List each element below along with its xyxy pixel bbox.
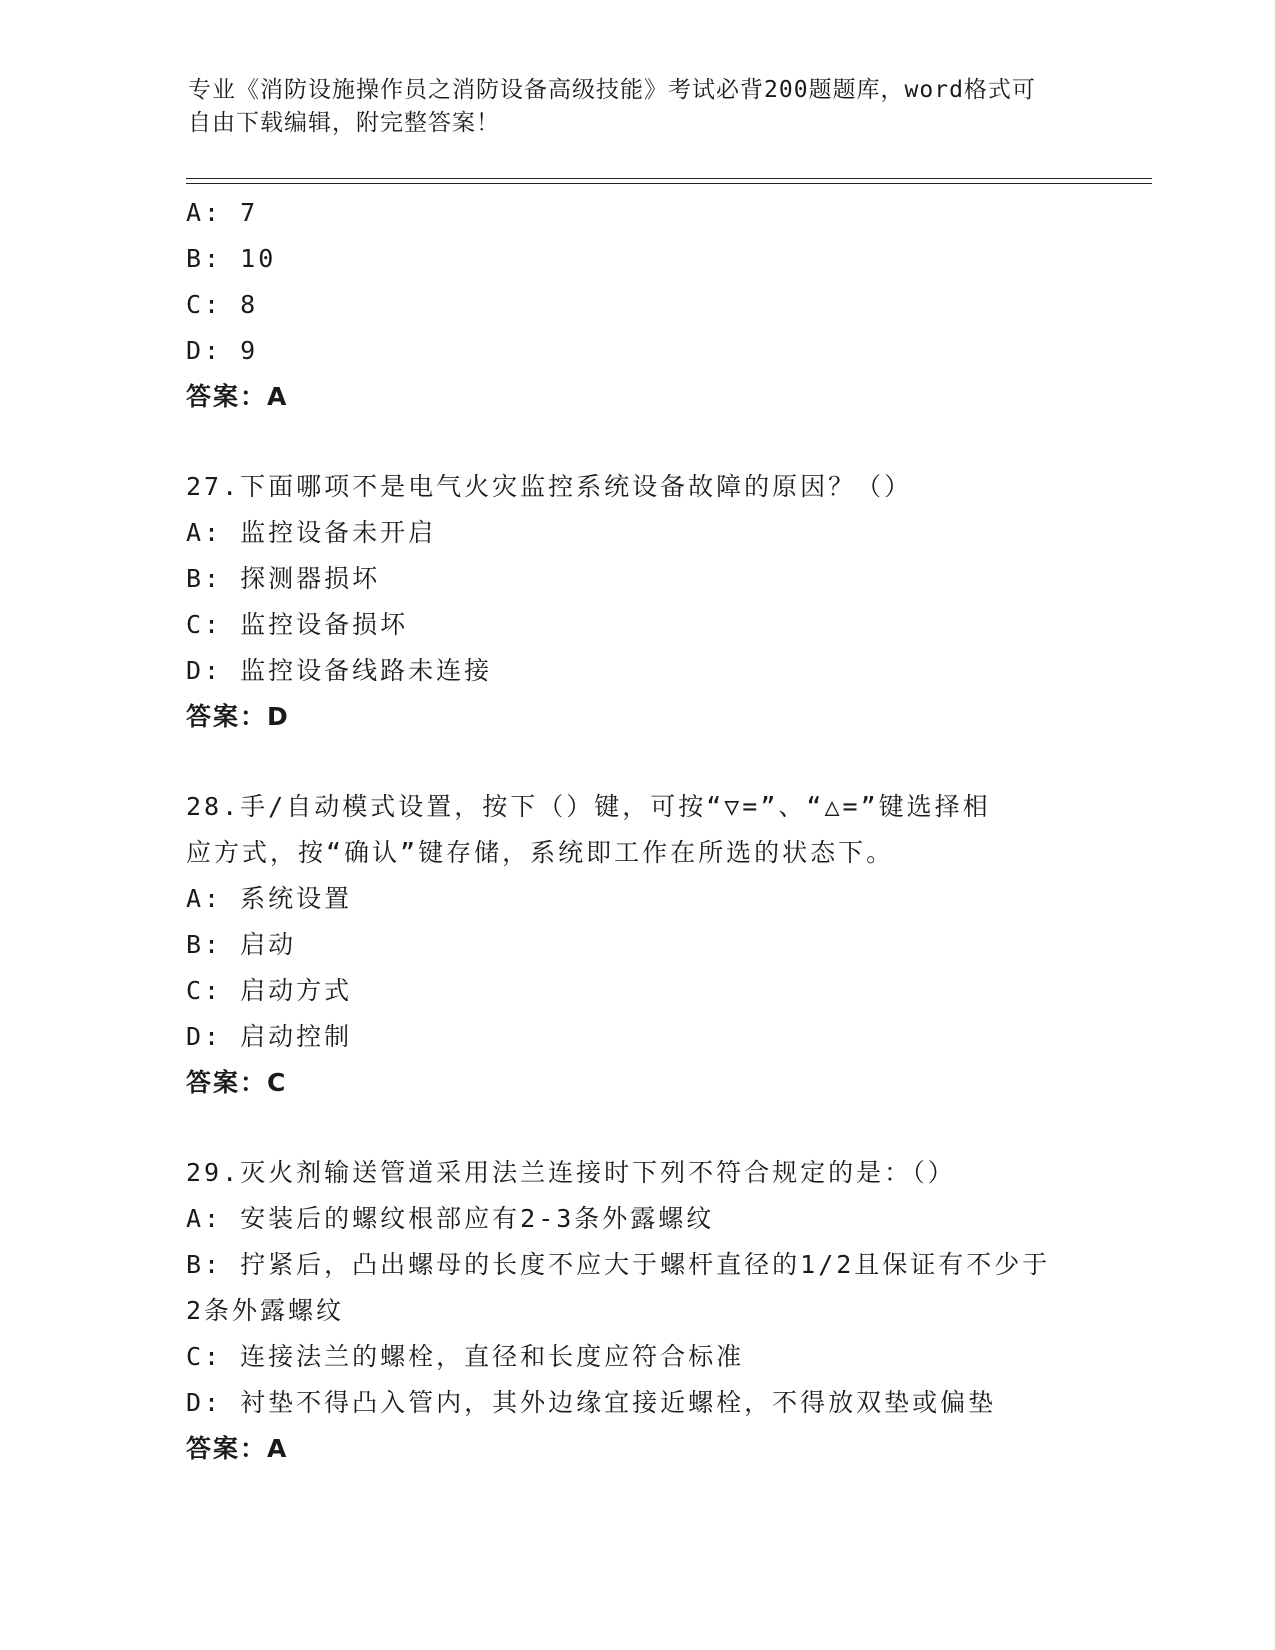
option-b: B: 10: [186, 244, 277, 273]
option-b: B: 启动: [186, 930, 297, 959]
option-c: C: 启动方式: [186, 976, 353, 1005]
question-stem-line-1: 28.手/自动模式设置，按下（）键，可按“▽=”、“△=”键选择相: [186, 792, 991, 821]
header-title-line-1: 专业《消防设施操作员之消防设备高级技能》考试必背200题题库，word格式可: [188, 77, 1036, 103]
question-list: [186, 190, 1086, 1472]
option-a: A: 7: [186, 198, 259, 227]
option-b-line-1: B: 拧紧后，凸出螺母的长度不应大于螺杆直径的1/2且保证有不少于: [186, 1250, 1051, 1279]
question-spacer: [186, 1106, 1086, 1150]
question-26: [186, 190, 1086, 420]
header-divider-bottom: [186, 183, 1152, 184]
header-divider-top: [186, 178, 1152, 179]
question-spacer: [186, 740, 1086, 784]
document-header: [188, 74, 1068, 140]
option-a: A: 系统设置: [186, 884, 353, 913]
option-d: D: 启动控制: [186, 1022, 353, 1051]
option-a: A: 安装后的螺纹根部应有2-3条外露螺纹: [186, 1204, 715, 1233]
option-b-line-2: 2条外露螺纹: [186, 1296, 345, 1325]
answer-line: 答案：A: [186, 382, 289, 411]
header-title-line-2: 自由下载编辑，附完整答案！: [188, 110, 500, 136]
option-d: D: 9: [186, 336, 259, 365]
option-b: B: 探测器损坏: [186, 564, 381, 593]
option-d: D: 监控设备线路未连接: [186, 656, 493, 685]
question-28: [186, 784, 1086, 1106]
answer-line: 答案：D: [186, 702, 290, 731]
question-stem-line-2: 应方式，按“确认”键存储，系统即工作在所选的状态下。: [186, 838, 895, 867]
question-29: [186, 1150, 1086, 1472]
option-c: C: 8: [186, 290, 259, 319]
question-spacer: [186, 420, 1086, 464]
question-27: [186, 464, 1086, 740]
question-stem: 27.下面哪项不是电气火灾监控系统设备故障的原因？（）: [186, 472, 913, 501]
option-c: C: 监控设备损坏: [186, 610, 409, 639]
question-stem: 29.灭火剂输送管道采用法兰连接时下列不符合规定的是：（）: [186, 1158, 956, 1187]
option-d: D: 衬垫不得凸入管内，其外边缘宜接近螺栓，不得放双垫或偏垫: [186, 1388, 997, 1417]
answer-line: 答案：C: [186, 1068, 288, 1097]
answer-line: 答案：A: [186, 1434, 289, 1463]
option-c: C: 连接法兰的螺栓，直径和长度应符合标准: [186, 1342, 745, 1371]
option-a: A: 监控设备未开启: [186, 518, 437, 547]
